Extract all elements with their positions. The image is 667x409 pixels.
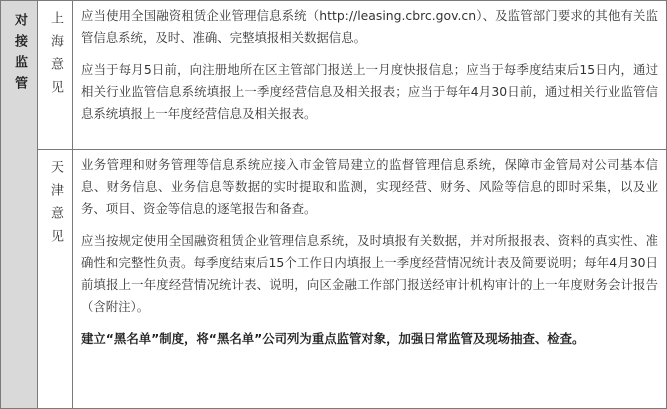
content-cell-shanghai [73, 1, 667, 150]
tianjin-paragraph-2: 应当按规定使用全国融资租赁企业管理信息系统，及时填报有关数据，并对所报报表、资料的真实性、准确性和完整性负责。每季度结束后15个工作日内填报上一季度经营情况统计表及简要说明；每年4月30日前填报上一年度经营情况统计表、说明，向区金融工作部门报送经审计机构审计的上一年度财务会计报告（含附注）。 [81, 233, 658, 314]
category-label: 对接监管 [12, 13, 27, 97]
shanghai-paragraph-1: 应当使用全国融资租赁企业管理信息系统（http://leasing.cbrc.gov.cn）、及监管部门要求的其他有关监管信息系统，及时、准确、完整填报相关数据信息。 [81, 8, 658, 45]
region-cell-tianjin [38, 150, 73, 409]
tianjin-bold-paragraph: 建立“黑名单”制度，将“黑名单”公司列为重点监管对象，加强日常监管及现场抽查、检查。 [81, 331, 585, 346]
region-label-tianjin: 天津意见 [48, 160, 63, 252]
tianjin-paragraph-1: 业务管理和财务管理等信息系统应接入市金管局建立的监督管理信息系统，保障市金管局对公司基本信息、财务信息、业务信息等数据的实时提取和监测，实现经营、财务、风险等信息的即时采集，以及业务、项目、资金等信息的逐笔报告和备查。 [81, 157, 658, 216]
table-row-tianjin [1, 150, 667, 409]
shanghai-paragraph-2: 应当于每月5日前，向注册地所在区主管部门报送上一月度快报信息；应当于每季度结束后15日内，通过相关行业监管信息系统填报上一季度经营信息及相关报表；应当于每年4月30日前，通过相关行业监管信息系统填报上一年度经营信息及相关报表。 [81, 62, 658, 121]
region-cell-shanghai [38, 1, 73, 150]
category-cell [1, 1, 38, 409]
content-cell-tianjin [73, 150, 667, 409]
region-label-shanghai: 上海意见 [48, 11, 63, 103]
table-row-shanghai [1, 1, 667, 150]
